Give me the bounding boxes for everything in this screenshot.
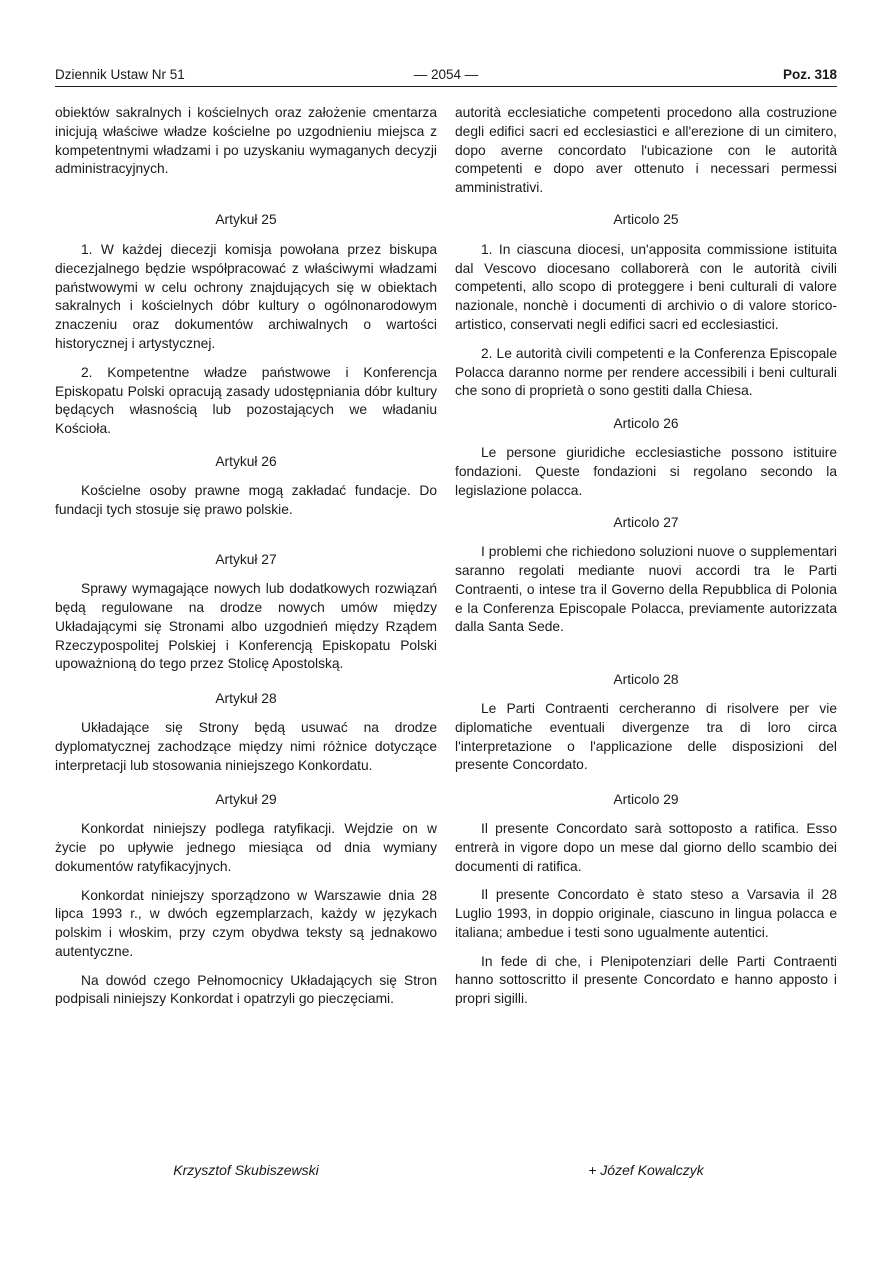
article-28-paragraph-1: Le Parti Contraenti cercheranno di risolvere per vie diplomatiche eventuali divergenze tra di loro circa l'interpretazione o l'applicazione delle disposizioni del presente Concordato. xyxy=(455,700,837,773)
article-26-paragraph-1: Kościelne osoby prawne mogą zakładać fundacje. Do fundacji tych stosuje się prawo polskie. xyxy=(55,482,437,517)
article-25-title: Artykuł 25 xyxy=(215,212,277,228)
article-26-title: Artykuł 26 xyxy=(215,453,277,469)
intro-paragraph: autorità ecclesiatiche competenti procedono alla costruzione degli edifici sacri ed ecclesiastici e all'erezione di un cimitero, dopo averne concordato l'ubicazione con le autorità competenti e dopo aver ottenuto i necessari permessi amministrativi. xyxy=(455,105,837,196)
article-27-title: Artykuł 27 xyxy=(215,552,277,568)
article-25-paragraph-2: 2. Le autorità civili competenti e la Conferenza Episcopale Polacca daranno norme per rendere accessibili i beni culturali che sono di proprietà o sono gestiti dalla Chiesa. xyxy=(455,345,837,399)
article-28-paragraph-1: Układające się Strony będą usuwać na drodze dyplomatycznej zachodzące między nimi różnice dotyczące interpretacji lub stosowania niniejszego Konkordatu. xyxy=(55,719,437,773)
article-29-paragraph-2: Konkordat niniejszy sporządzono w Warszawie dnia 28 lipca 1993 r., w dwóch egzemplarzach, każdy w językach polskim i włoskim, przy czym obydwa teksty są jednakowo autentyczne. xyxy=(55,887,437,959)
article-25-paragraph-1: 1. In ciascuna diocesi, un'apposita commissione istituita dal Vescovo diocesano collaborerà con le autorità civili competenti, allo scopo di proteggere i beni culturali di valore nazionale, nonchè i documenti di archivio o di valore storico-artistico, conservati negli edifici sacri ed ecclesiastici. xyxy=(455,241,837,332)
article-28-title: Artykuł 28 xyxy=(215,691,277,707)
position-number: Poz. 318 xyxy=(782,67,837,82)
article-29-paragraph-2: Il presente Concordato è stato steso a Varsavia il 28 Luglio 1993, in doppio originale, ciascuno in lingua polacca e italiana; ambedue i testi sono ugualmente autentici. xyxy=(455,887,837,940)
article-29-paragraph-3: In fede di che, i Plenipotenziari delle Parti Contraenti hanno sottoscritto il presente Concordato e hanno apposto i propri sigilli. xyxy=(455,953,837,1007)
signature-kowalczyk: + Józef Kowalczyk xyxy=(588,1162,704,1178)
article-25-paragraph-1: 1. W każdej diecezji komisja powołana przez biskupa diecezjalnego będzie współpracować z właściwymi władzami państwowymi w celu ochrony znajdujących się w obiektach sakralnych i kościelnych dóbr kultury o ogólnonarodowym znaczeniu oraz dokumentów archiwalnych o wartości historycznej i artystycznej. xyxy=(55,241,437,351)
italian-column xyxy=(455,104,837,1009)
article-25-title: Articolo 25 xyxy=(613,211,679,227)
article-26-paragraph-1: Le persone giuridiche ecclesiastiche possono istituire fondazioni. Queste fondazioni si regolano secondo la legislazione polacca. xyxy=(455,444,837,498)
article-27-title: Articolo 27 xyxy=(613,515,679,531)
page-number: — 2054 — xyxy=(413,67,479,82)
article-29-paragraph-1: Konkordat niniejszy podlega ratyfikacji. Wejdzie on w życie po upływie jednego miesiąca od dnia wymiany dokumentów ratyfikacyjnych. xyxy=(55,821,437,874)
article-29-title: Artykuł 29 xyxy=(215,792,277,808)
article-29-title: Articolo 29 xyxy=(613,792,679,808)
article-29-paragraph-1: Il presente Concordato sarà sottoposto a ratifica. Esso entrerà in vigore dopo un mese dal giorno dello scambio dei documenti di ratifica. xyxy=(455,820,837,874)
article-27-paragraph-1: Sprawy wymagające nowych lub dodatkowych rozwiązań będą regulowane na drodze nowych umów między Układającymi się Stronami albo uzgodnień między Rządem Rzeczypospolitej Polskiej i Konferencją Episkopatu Polski upoważnioną do tego przez Stolicę Apostolską. xyxy=(55,581,437,672)
article-27-paragraph-1: I problemi che richiedono soluzioni nuove o supplementari saranno regolati mediante nuovi accordi tra le Parti Contraenti, o intese tra il Governo della Repubblica di Polonia e la Conferenza Episcopale Polacca, previamente autorizzata dalla Santa Sede. xyxy=(455,544,837,635)
page-header xyxy=(55,64,837,87)
article-26-title: Articolo 26 xyxy=(613,416,679,432)
polish-column xyxy=(55,104,437,1009)
signature-skubiszewski: Krzysztof Skubiszewski xyxy=(173,1162,319,1178)
article-29-paragraph-3: Na dowód czego Pełnomocnicy Układających się Stron podpisali niniejszy Konkordat i opatrzyli go pieczęciami. xyxy=(55,972,437,1007)
article-28-title: Articolo 28 xyxy=(613,672,679,688)
intro-paragraph: obiektów sakralnych i kościelnych oraz założenie cmentarza inicjują właściwe władze kościelne po uzgodnieniu miejsca z kompetentnymi władzami i po uzyskaniu wymaganych decyzji administracyjnych. xyxy=(55,105,437,177)
article-25-paragraph-2: 2. Kompetentne władze państwowe i Konferencja Episkopatu Polski opracują zasady udostępniania dóbr kultury będących własnością lub pozostających we władaniu Kościoła. xyxy=(55,364,437,437)
journal-title: Dziennik Ustaw Nr 51 xyxy=(55,67,185,82)
